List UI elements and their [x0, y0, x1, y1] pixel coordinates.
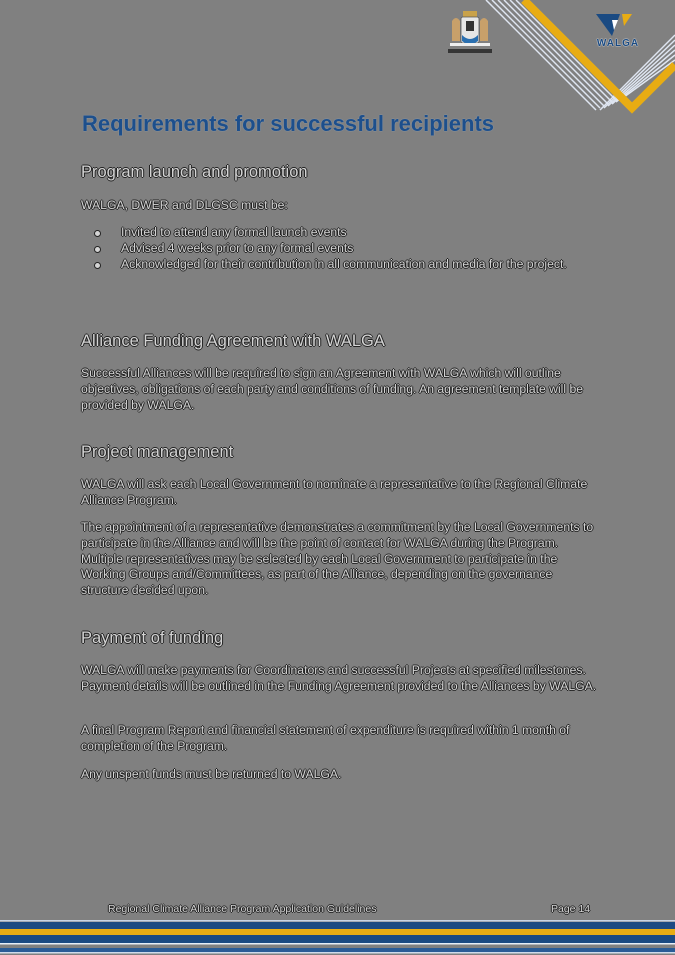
paragraph: Successful Alliances will be required to sign an Agreement with WALGA which will outline objectives, obligations of each party and conditions of funding. An agreement template will be provided by WALGA. — [81, 366, 584, 412]
section-heading-payment-of-funding: Payment of funding — [81, 629, 224, 647]
header-diagonal-stripes — [0, 0, 675, 120]
bullet-item: Invited to attend any formal launch events — [121, 225, 641, 241]
paragraph: Any unspent funds must be returned to WALGA. — [81, 767, 342, 781]
footer-document-title: Regional Climate Alliance Program Application Guidelines — [108, 903, 377, 915]
section-heading-project-management: Project management — [81, 443, 234, 461]
paragraph: A final Program Report and financial statement of expenditure is required within 1 month of completion of the Program. — [81, 723, 570, 753]
footer-stripes — [0, 919, 675, 955]
paragraph: WALGA will ask each Local Government to nominate a representative to the Regional Climate Alliance Program. — [81, 477, 588, 507]
section-heading-funding-agreement: Alliance Funding Agreement with WALGA — [81, 332, 385, 350]
paragraph: The appointment of a representative demonstrates a commitment by the Local Governments to participate in the Alliance and will be the point of contact for WALGA during the Program. Multiple representatives may be selected by each Local Government to participate in the Working Groups and/Committees, as part of the Alliance, depending on the governance structure decided upon. — [81, 520, 594, 598]
section-heading-program-launch: Program launch and promotion — [81, 163, 308, 181]
program-launch-bullet-list — [81, 225, 641, 272]
page-title: Requirements for successful recipients — [82, 111, 495, 136]
paragraph: WALGA will make payments for Coordinators and successful Projects at specified milestones. Payment details will be outlined in the Funding Agreement provided to the Alliances by WALGA. — [81, 663, 597, 693]
wa-government-crest-icon — [444, 9, 496, 57]
bullet-item: Advised 4 weeks prior to any formal events — [121, 241, 641, 257]
bullet-item: Acknowledged for their contribution in all communication and media for the project. — [121, 257, 641, 273]
section-intro-program-launch: WALGA, DWER and DLGSC must be: — [81, 198, 288, 212]
footer-page-number: Page 14 — [551, 903, 591, 915]
walga-logo-text: WALGA — [596, 38, 640, 49]
